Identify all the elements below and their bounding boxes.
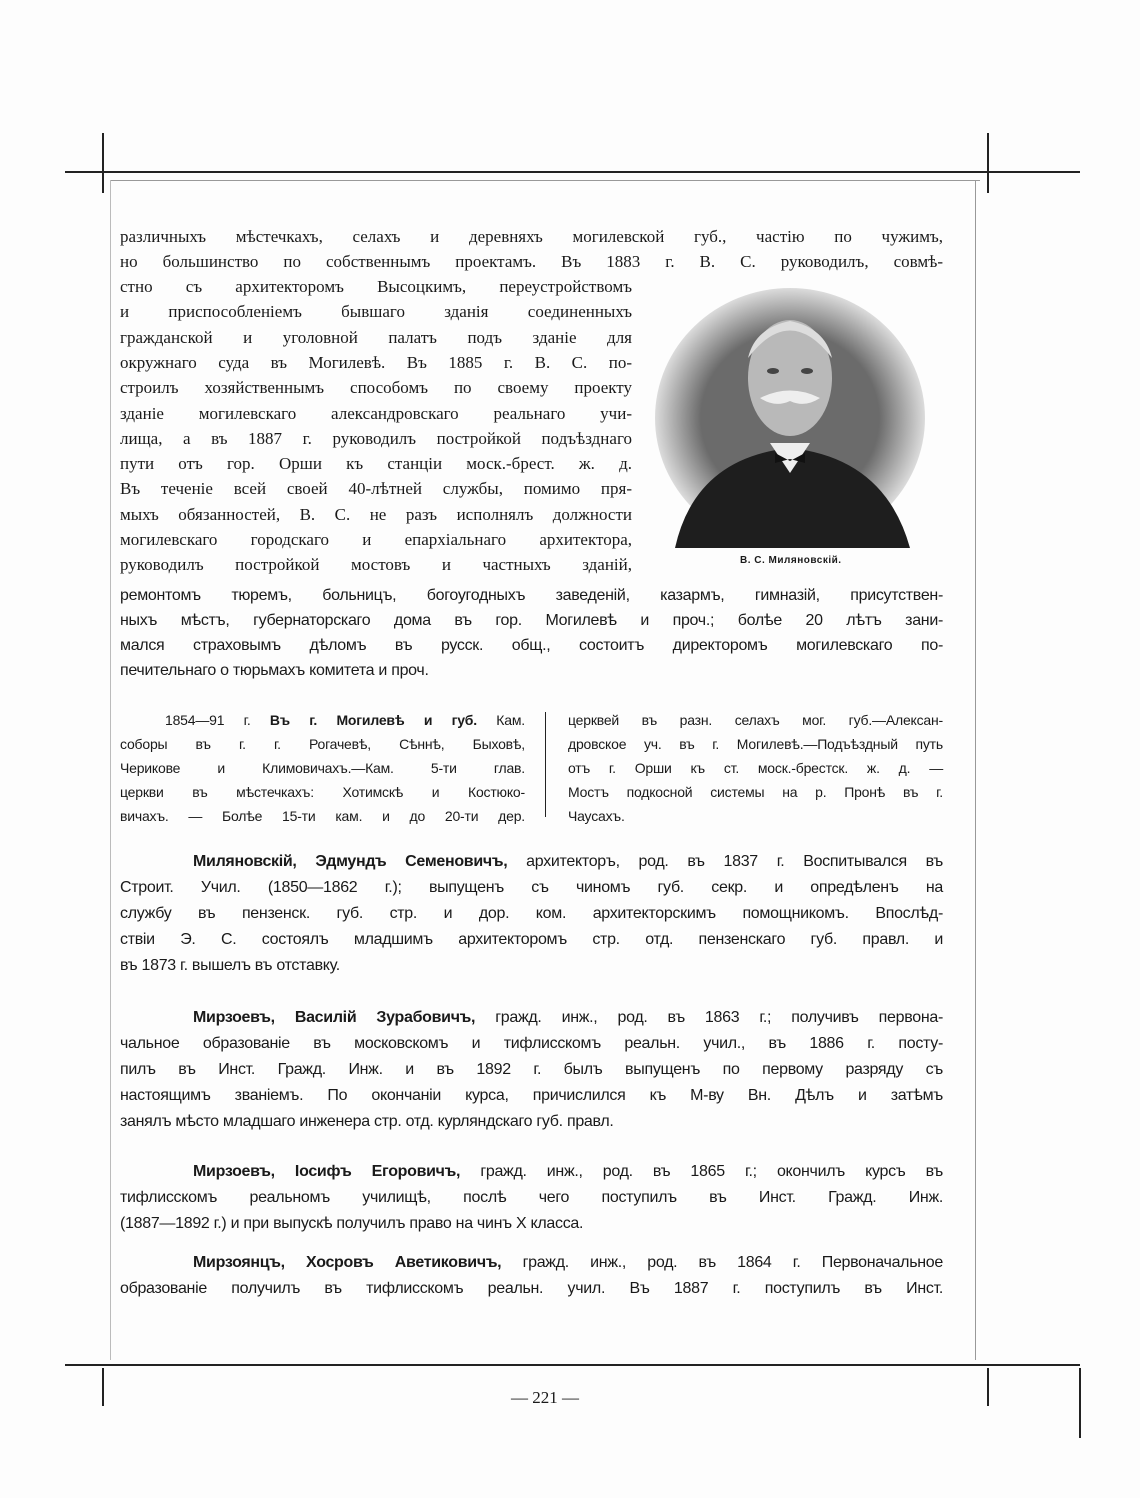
entry-heading-line [193, 1253, 943, 1273]
entry-heading-line [193, 1162, 943, 1182]
text-line: Чаусахъ. [568, 808, 625, 824]
text-line: ныхъ мѣстъ, губернаторскаго дома въ гор. Могилевѣ и проч.; болѣе 20 лѣтъ зани- [120, 612, 943, 629]
text-line: мыхъ обязанностей, В. С. не разъ исполнялъ должности [120, 504, 632, 524]
text-line: различныхъ мѣстечкахъ, селахъ и деревняхъ могилевской губ., частію по чужимъ, [120, 227, 943, 246]
works-place: Въ г. Могилевѣ и губ. [269, 712, 477, 728]
page-number: — 221 — [511, 1388, 579, 1407]
entry-heading-line [193, 1008, 943, 1028]
text-line: пилъ въ Инст. Гражд. Инж. и въ 1892 г. былъ выпущенъ по первому разряду съ [120, 1061, 943, 1078]
entry-text: архитекторъ, род. въ 1837 г. Воспитывался въ [526, 853, 943, 870]
left-inner-rule [110, 180, 111, 1360]
entry-name: Мирзоевъ, Василій Зурабовичъ, [193, 1009, 476, 1026]
text-line: стно съ архитекторомъ Высоцкимъ, переустройствомъ [120, 277, 632, 296]
text-line: образованіе получилъ въ тифлисскомъ реальн. учил. Въ 1887 г. поступилъ въ Инст. [120, 1280, 943, 1297]
entry-name: Мирзоянцъ, Хосровъ Аветиковичъ, [193, 1254, 502, 1271]
entry-heading-line [193, 852, 943, 872]
right-tick-bottom [987, 1368, 989, 1406]
text-line: Въ теченіе всей своей 40-лѣтней службы, помимо пря- [120, 479, 632, 499]
column-divider [545, 712, 546, 817]
text-line: печительнаго о тюрьмахъ комитета и проч. [120, 662, 429, 679]
text-line: тифлисскомъ реальномъ училищѣ, послѣ чего поступилъ въ Инст. Гражд. Инж. [120, 1189, 943, 1206]
text-line: лища, а въ 1887 г. руководилъ постройкой подъѣзднаго [120, 428, 632, 448]
text-line: отъ г. Орши къ ст. моск.-брестск. ж. д. — [568, 760, 943, 776]
text-line: службу въ пензенск. губ. стр. и дор. ком. архитекторскимъ помощникомъ. Впослѣд- [120, 905, 943, 922]
text-line: мался страховымъ дѣломъ въ русск. общ., состоитъ директоромъ могилевскаго по- [120, 637, 943, 654]
text-line: зданіе могилевскаго александровскаго реальнаго учи- [120, 403, 632, 423]
text-line: въ 1873 г. вышелъ въ отставку. [120, 957, 340, 974]
text-line: чальное образованіе въ московскомъ и тифлисскомъ реальн. учил., въ 1886 г. посту- [120, 1035, 943, 1052]
right-inner-rule [975, 180, 976, 1360]
text-line: пути отъ гор. Орши къ станціи моск.-брест. ж. д. [120, 454, 632, 474]
text-line: настоящимъ званіемъ. По окончаніи курса, причислился къ М-ву Вн. Дѣлъ и затѣмъ [120, 1087, 943, 1104]
text-line: дровское уч. въ г. Могилевѣ.—Подъѣздный путь [568, 736, 943, 752]
text-line: церкви въ мѣстечкахъ: Хотимскѣ и Костюко- [120, 784, 525, 800]
left-tick-bottom [102, 1368, 104, 1406]
text-line: вичахъ. — Болѣе 15-ти кам. и до 20-ти дер. [120, 808, 525, 824]
text-line: занялъ мѣсто младшаго инженера стр. отд. курляндскаго губ. правл. [120, 1113, 614, 1130]
portrait-photo [655, 283, 925, 548]
text-line: гражданской и уголовной палатъ подъ зданіе для [120, 327, 632, 347]
text-line: (1887—1892 г.) и при выпускѣ получилъ право на чинъ X класса. [120, 1215, 584, 1232]
entry-text: гражд. инж., род. въ 1865 г.; окончилъ курсъ въ [480, 1163, 943, 1180]
entry-text: гражд. инж., род. въ 1863 г.; получивъ первона- [495, 1009, 943, 1026]
text-line: окружнаго суда въ Могилевѣ. Въ 1885 г. В. С. по- [120, 352, 632, 372]
works-date: 1854—91 г. [165, 712, 251, 728]
text-line: Мостъ подкосной системы на р. Пронѣ въ г. [568, 784, 943, 800]
text-line: соборы въ г. г. Рогачевѣ, Сѣннѣ, Быховѣ, [120, 736, 525, 752]
entry-text: гражд. инж., род. въ 1864 г. Первоначальное [522, 1254, 943, 1271]
left-tick-top [102, 133, 104, 193]
top-rule [65, 171, 1080, 173]
bottom-rule [65, 1364, 1080, 1366]
text-line: церквей въ разн. селахъ мог. губ.—Алексан- [568, 712, 943, 728]
portrait-caption: В. С. Миляновскій. [740, 555, 842, 566]
entry-name: Миляновскій, Эдмундъ Семеновичъ, [193, 853, 508, 870]
edge-line [1079, 1368, 1081, 1438]
text-line: но большинство по собственнымъ проектамъ. Въ 1883 г. В. С. руководилъ, совмѣ- [120, 252, 943, 271]
text-line: Черикове и Климовичахъ.—Кам. 5-ти глав. [120, 760, 525, 776]
right-tick-top [987, 133, 989, 193]
works-line [165, 711, 525, 729]
top-inner-rule [110, 180, 980, 181]
entry-name: Мирзоевъ, Іосифъ Егоровичъ, [193, 1163, 461, 1180]
text-line: могилевскаго городскаго и епархіальнаго архитектора, [120, 530, 632, 549]
text-line: ремонтомъ тюремъ, больницъ, богоугодныхъ заведеній, казармъ, гимназій, присутствен- [120, 587, 943, 604]
text-line: руководилъ постройкой мостовъ и частныхъ зданій, [120, 555, 632, 575]
text-line: ствіи Э. С. состоялъ младшимъ архитекторомъ стр. отд. пензенскаго губ. правл. и [120, 931, 943, 948]
text-line: строилъ хозяйственнымъ способомъ по своему проекту [120, 378, 632, 398]
text-line: Строит. Учил. (1850—1862 г.); выпущенъ съ чиномъ губ. секр. и опредѣленъ на [120, 879, 943, 896]
text-line: и приспособленіемъ бывшаго зданія соединенныхъ [120, 302, 632, 322]
works-rest: Кам. [496, 712, 525, 728]
